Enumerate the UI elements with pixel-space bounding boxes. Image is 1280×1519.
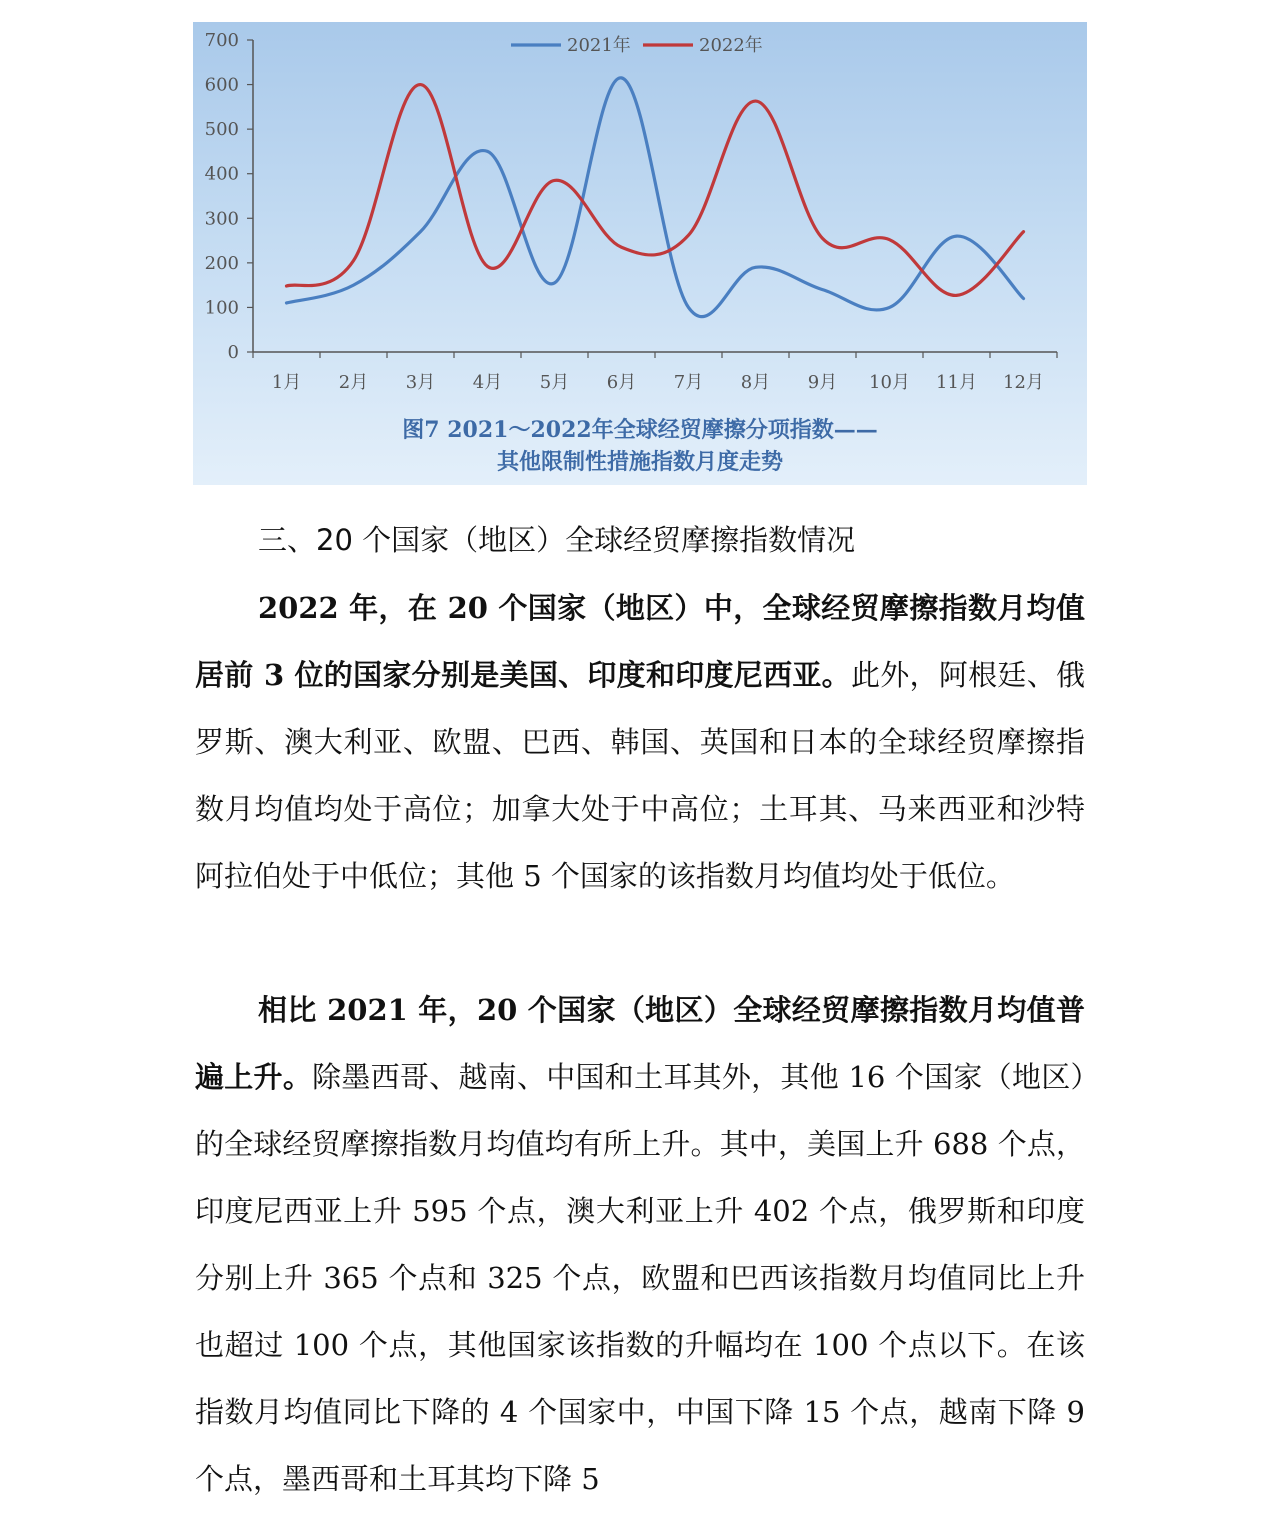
- x-tick-label: 7月: [673, 372, 704, 393]
- caption-line-1: 图7 2021～2022年全球经贸摩擦分项指数——: [402, 417, 878, 443]
- line-chart: [193, 22, 1087, 422]
- x-tick-label: 8月: [740, 372, 771, 393]
- x-tick-label: 10月: [869, 372, 910, 393]
- legend-label-2: 2022年: [699, 35, 763, 56]
- y-tick-label: 200: [204, 252, 239, 274]
- paragraph-1-text: 此外，阿根廷、俄罗斯、澳大利亚、欧盟、巴西、韩国、英国和日本的全球经贸摩擦指数月均值均处于高位；加拿大处于中高位；土耳其、马来西亚和沙特阿拉伯处于中低位；其他 5 个国家的该指数月均值均处于低位。: [195, 658, 1085, 893]
- series-line-2: [287, 85, 1024, 296]
- legend-label-1: 2021年: [567, 35, 631, 56]
- y-tick-label: 400: [204, 163, 239, 185]
- x-tick-label: 9月: [807, 372, 838, 393]
- series-line-1: [287, 78, 1024, 317]
- y-tick-label: 600: [204, 74, 239, 96]
- chart-caption: [193, 414, 1087, 478]
- y-tick-label: 100: [204, 297, 239, 319]
- chart-figure: [193, 22, 1087, 485]
- x-tick-label: 6月: [606, 372, 637, 393]
- x-tick-label: 3月: [405, 372, 436, 393]
- y-tick-label: 0: [227, 342, 239, 363]
- paragraph-1-bold: 2022 年，在 20 个国家（地区）中，全球经贸摩擦指数月均值居前 3 位的国家分别是美国、印度和印度尼西亚。: [195, 591, 1085, 692]
- x-tick-label: 11月: [936, 372, 977, 393]
- x-tick-label: 5月: [539, 372, 570, 393]
- y-tick-label: 500: [204, 119, 239, 141]
- caption-line-2: 其他限制性措施指数月度走势: [496, 449, 783, 475]
- y-tick-label: 700: [204, 30, 239, 51]
- x-tick-label: 12月: [1003, 372, 1044, 393]
- x-tick-label: 2月: [338, 372, 369, 393]
- paragraph-2: [195, 977, 1085, 1513]
- section-heading: 三、20 个国家（地区）全球经贸摩擦指数情况: [258, 523, 856, 557]
- paragraph-2-bold: 相比 2021 年，20 个国家（地区）全球经贸摩擦指数月均值普遍上升。: [195, 993, 1085, 1094]
- y-tick-label: 300: [204, 208, 239, 230]
- x-tick-label: 1月: [271, 372, 302, 393]
- paragraph-2-text: 除墨西哥、越南、中国和土耳其外，其他 16 个国家（地区）的全球经贸摩擦指数月均值均有所上升。其中，美国上升 688 个点，印度尼西亚上升 595 个点，澳大利亚上升 402 个点，俄罗斯和印度分别上升 365 个点和 325 个点，欧盟和巴西该指数月均值同比上升也超过 100 个点，其他国家该指数的升幅均在 100 个点以下。在该指数月均值同比下降的 4 个国家中，中国下降 15 个点，越南下降 9 个点，墨西哥和土耳其均下降 5: [195, 1060, 1085, 1496]
- paragraph-1: [195, 575, 1085, 910]
- x-tick-label: 4月: [472, 372, 503, 393]
